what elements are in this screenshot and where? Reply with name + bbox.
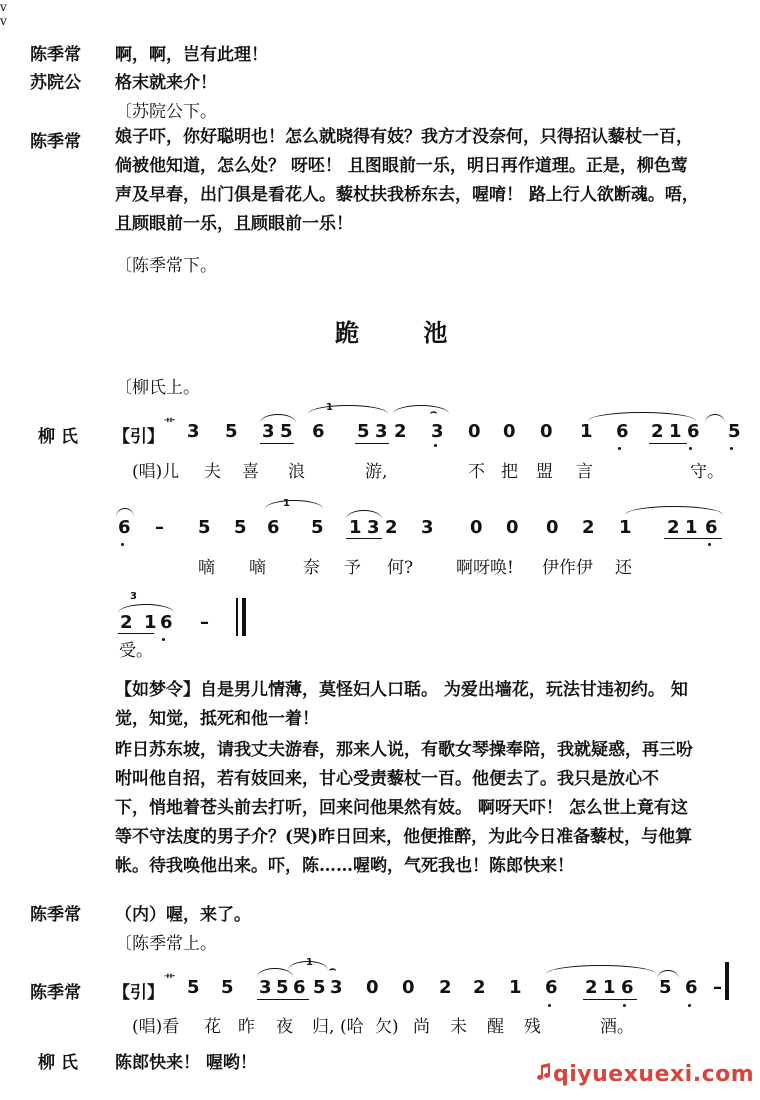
lyric-syllable: 游, xyxy=(365,462,388,482)
lyric-syllable: 嘀 xyxy=(249,558,266,578)
lyric-syllable: 盟 xyxy=(536,462,553,482)
beam-underline xyxy=(257,999,309,1000)
jianpu-note: 5 xyxy=(276,977,289,998)
jianpu-note: 1 xyxy=(349,517,362,538)
octave-dot xyxy=(548,1004,551,1007)
grace-note: 1 xyxy=(283,498,290,509)
fermata-mark: ⌢ xyxy=(329,962,337,975)
barline-thin xyxy=(236,598,238,636)
lyric-syllable: 归, xyxy=(312,1017,335,1037)
jianpu-note: 1 xyxy=(603,977,616,998)
speech-line: 且顾眼前一乐，且顾眼前一乐！ xyxy=(115,214,353,234)
monologue-line: 等不守法度的男子介？(哭)昨日回来，他便推醉，为此今日准备藜杖，与他算 xyxy=(115,827,693,847)
beam-underline xyxy=(355,443,389,444)
lyric-syllable: 伊作伊 xyxy=(542,558,593,578)
lyric-syllable: 奈 xyxy=(303,558,320,578)
jianpu-note: 5 xyxy=(313,977,326,998)
jianpu-note: 3 xyxy=(367,517,380,538)
jianpu-note: 0 xyxy=(506,517,519,538)
speech-line: 娘子吓，你好聪明也！怎么就晓得有妓？我方才没奈何，只得招认藜杖一百， xyxy=(115,127,693,147)
jianpu-note: 6 xyxy=(118,517,131,538)
jianpu-note: 6 xyxy=(685,977,698,998)
jianpu-note: 5 xyxy=(357,421,370,442)
jianpu-note: 2 xyxy=(651,421,664,442)
fermata-mark: ⌢ xyxy=(430,405,438,418)
jianpu-note: 0 xyxy=(540,421,553,442)
lyric-syllable: 何? xyxy=(387,558,414,578)
beam-underline xyxy=(664,538,722,539)
jianpu-note: 5 xyxy=(187,977,200,998)
monologue-line: 昨日苏东坡，请我丈夫游春，那来人说，有歌女琴操奉陪，我就疑惑，再三吩 xyxy=(115,740,693,760)
jianpu-note: 2 xyxy=(582,517,595,538)
lyric-syllable: 守。 xyxy=(690,462,724,482)
jianpu-note: – xyxy=(155,517,164,538)
speaker-liu-end: 柳 氏 xyxy=(38,1053,78,1073)
lyric-syllable: 予 xyxy=(344,558,361,578)
lyric-syllable: 夜 xyxy=(276,1017,293,1037)
jianpu-note: 6 xyxy=(160,612,173,633)
jianpu-note: 1 xyxy=(580,421,593,442)
slur-arc xyxy=(546,965,656,974)
jianpu-note: 2 xyxy=(394,421,407,442)
lyric-syllable: 醒 xyxy=(487,1017,504,1037)
lyric-syllable: 啊呀唤! xyxy=(456,558,514,578)
watermark xyxy=(535,1062,754,1087)
jianpu-note: 3 xyxy=(330,977,343,998)
beam-underline xyxy=(583,999,637,1000)
verse-line: 觉，知觉，抵死和他一着！ xyxy=(115,709,319,729)
beam-underline xyxy=(649,443,687,444)
lyric-syllable: 受。 xyxy=(119,641,153,661)
jianpu-note: 1 xyxy=(669,421,682,442)
jianpu-note: 3 xyxy=(375,421,388,442)
breath-mark: v xyxy=(0,0,7,14)
jianpu-note: 0 xyxy=(366,977,379,998)
lyric-syllable: 残 xyxy=(524,1017,541,1037)
lyric-syllable: 喜 xyxy=(242,462,259,482)
monologue-line: 下，悄地着苍头前去打听，回来问他果然有妓。 啊呀天吓！ 怎么世上竟有这 xyxy=(115,798,688,818)
lyric-syllable: (哈 xyxy=(340,1017,364,1037)
liu-monologue xyxy=(115,736,740,881)
grace-note: 3 xyxy=(130,591,137,602)
line-su-1: 格末就来介！ xyxy=(115,73,217,93)
line-chen-1: 啊，啊，岂有此理！ xyxy=(115,45,268,65)
slur-arc xyxy=(393,405,449,414)
barline-final xyxy=(725,962,729,1000)
jianpu-note: 1 xyxy=(685,517,698,538)
jianpu-note: 3 xyxy=(187,421,200,442)
speaker-liu-score: 柳 氏 xyxy=(38,427,78,447)
jianpu-note: 2 xyxy=(385,517,398,538)
speaker-chen-score: 陈季常 xyxy=(30,983,81,1003)
barline-final xyxy=(242,598,246,636)
speech-line: 倘被他知道，怎么处？ 呀呸！ 且图眼前一乐，明日再作道理。正是，柳色莺 xyxy=(115,156,688,176)
slur-arc xyxy=(346,510,382,519)
lyric-syllable: 酒。 xyxy=(600,1017,634,1037)
slur-arc xyxy=(308,405,388,414)
monologue-line: 咐叫他自招，若有妓回来，甘心受责藜杖一百。他便去了。我只是放心不 xyxy=(115,769,659,789)
octave-dot xyxy=(688,1004,691,1007)
score1-mark: 【引】 xyxy=(113,427,164,447)
octave-dot xyxy=(708,543,711,546)
octave-dot xyxy=(121,543,124,546)
speech-chen-2 xyxy=(115,123,735,239)
slur-arc xyxy=(116,508,134,517)
slur-arc xyxy=(588,412,696,421)
jianpu-note: 5 xyxy=(728,421,741,442)
speech-line: 声及早春，出门俱是看花人。藜杖扶我桥东去，喔唷！ 路上行人欲断魂。唔， xyxy=(115,185,699,205)
jianpu-note: 5 xyxy=(225,421,238,442)
stage-direction-liu-enter: 〔柳氏上。 xyxy=(115,378,200,398)
lyric-syllable: 夫 xyxy=(204,462,221,482)
jianpu-note: 2 xyxy=(585,977,598,998)
speaker-su-1: 苏院公 xyxy=(30,73,81,93)
octave-dot xyxy=(689,447,692,450)
octave-dot xyxy=(162,638,165,641)
slur-arc xyxy=(265,500,323,509)
line-chen-3: （内）喔，来了。 xyxy=(115,905,251,925)
score2-mark: 【引】 xyxy=(113,983,164,1003)
beam-underline xyxy=(118,633,154,634)
lyric-syllable: 欠) xyxy=(375,1017,399,1037)
jianpu-note: 5 xyxy=(659,977,672,998)
octave-dot xyxy=(434,444,437,447)
speaker-chen-2: 陈季常 xyxy=(30,132,81,152)
jianpu-note: 3 xyxy=(421,517,434,538)
jianpu-note: 0 xyxy=(546,517,559,538)
jianpu-note: 5 xyxy=(221,977,234,998)
slur-arc xyxy=(625,506,723,515)
beam-underline xyxy=(260,443,294,444)
lyric-syllable: 花 xyxy=(204,1017,221,1037)
jianpu-note: 6 xyxy=(545,977,558,998)
monologue-line: 帐。待我唤他出来。吓，陈……喔哟，气死我也！陈郎快来！ xyxy=(115,856,574,876)
stage-direction-chen-enter: 〔陈季常上。 xyxy=(115,934,217,954)
jianpu-note: 2 xyxy=(473,977,486,998)
slur-arc xyxy=(657,970,679,979)
octave-dot xyxy=(730,447,733,450)
lyric-syllable: 把 xyxy=(501,462,518,482)
lyric-syllable: 未 xyxy=(450,1017,467,1037)
jianpu-note: 6 xyxy=(687,421,700,442)
grace-note: 1 xyxy=(306,957,313,968)
jianpu-note: 6 xyxy=(312,421,325,442)
grace-note: 1 xyxy=(326,402,333,413)
jianpu-note: 6 xyxy=(705,517,718,538)
jianpu-note: 2 xyxy=(120,612,133,633)
jianpu-note: 5 xyxy=(234,517,247,538)
meter-sign: 艹 xyxy=(164,973,175,986)
breath-mark: v xyxy=(0,14,7,28)
ru-meng-ling-block xyxy=(115,676,735,734)
jianpu-note: 3 xyxy=(259,977,272,998)
jianpu-note: 6 xyxy=(621,977,634,998)
octave-dot xyxy=(623,1004,626,1007)
jianpu-note: 0 xyxy=(503,421,516,442)
jianpu-note: 3 xyxy=(431,421,444,442)
jianpu-note: 5 xyxy=(198,517,211,538)
watermark-text: qiyuexuexi.com xyxy=(553,1062,755,1087)
lyric-syllable: 浪 xyxy=(288,462,305,482)
slur-arc xyxy=(705,414,725,423)
jianpu-note: 1 xyxy=(509,977,522,998)
stage-direction-chen-exit: 〔陈季常下。 xyxy=(115,256,217,276)
lyric-syllable: 嘀 xyxy=(198,558,215,578)
stage-direction-su-exit: 〔苏院公下。 xyxy=(115,102,217,122)
lyric-syllable: (唱)儿 xyxy=(132,462,180,482)
jianpu-note: 0 xyxy=(470,517,483,538)
jianpu-note: 2 xyxy=(439,977,452,998)
lyric-syllable: 昨 xyxy=(238,1017,255,1037)
meter-sign: 艹 xyxy=(164,417,175,430)
jianpu-note: 6 xyxy=(616,421,629,442)
lyric-syllable: 言 xyxy=(576,462,593,482)
lyric-syllable: (唱)看 xyxy=(132,1017,180,1037)
jianpu-note: – xyxy=(200,612,209,633)
lyric-syllable: 不 xyxy=(468,462,485,482)
octave-dot xyxy=(618,447,621,450)
speaker-chen-1: 陈季常 xyxy=(30,45,81,65)
jianpu-note: 2 xyxy=(667,517,680,538)
music-note-icon xyxy=(535,1062,553,1087)
jianpu-note: 1 xyxy=(619,517,632,538)
jianpu-note: 6 xyxy=(267,517,280,538)
jianpu-note: 3 xyxy=(262,421,275,442)
line-liu-end: 陈郎快来！ 喔哟！ xyxy=(115,1053,257,1073)
scene-title: 跪 池 xyxy=(335,318,476,347)
jianpu-note: 5 xyxy=(280,421,293,442)
jianpu-note: 0 xyxy=(468,421,481,442)
qupai-tag: 【如梦令】 xyxy=(115,680,200,700)
jianpu-note: 5 xyxy=(311,517,324,538)
slur-arc xyxy=(288,961,328,970)
lyric-syllable: 尚 xyxy=(413,1017,430,1037)
beam-underline xyxy=(346,538,382,539)
slur-arc xyxy=(118,604,174,613)
jianpu-note: 1 xyxy=(144,612,157,633)
lyric-syllable: 还 xyxy=(615,558,632,578)
verse-line: 自是男儿情薄，莫怪妇人口聒。 为爱出墙花，玩法甘违初约。 知 xyxy=(200,680,688,700)
speaker-chen-3: 陈季常 xyxy=(30,905,81,925)
slur-arc xyxy=(260,414,296,423)
jianpu-note: – xyxy=(713,977,722,998)
jianpu-note: 6 xyxy=(293,977,306,998)
jianpu-note: 0 xyxy=(402,977,415,998)
